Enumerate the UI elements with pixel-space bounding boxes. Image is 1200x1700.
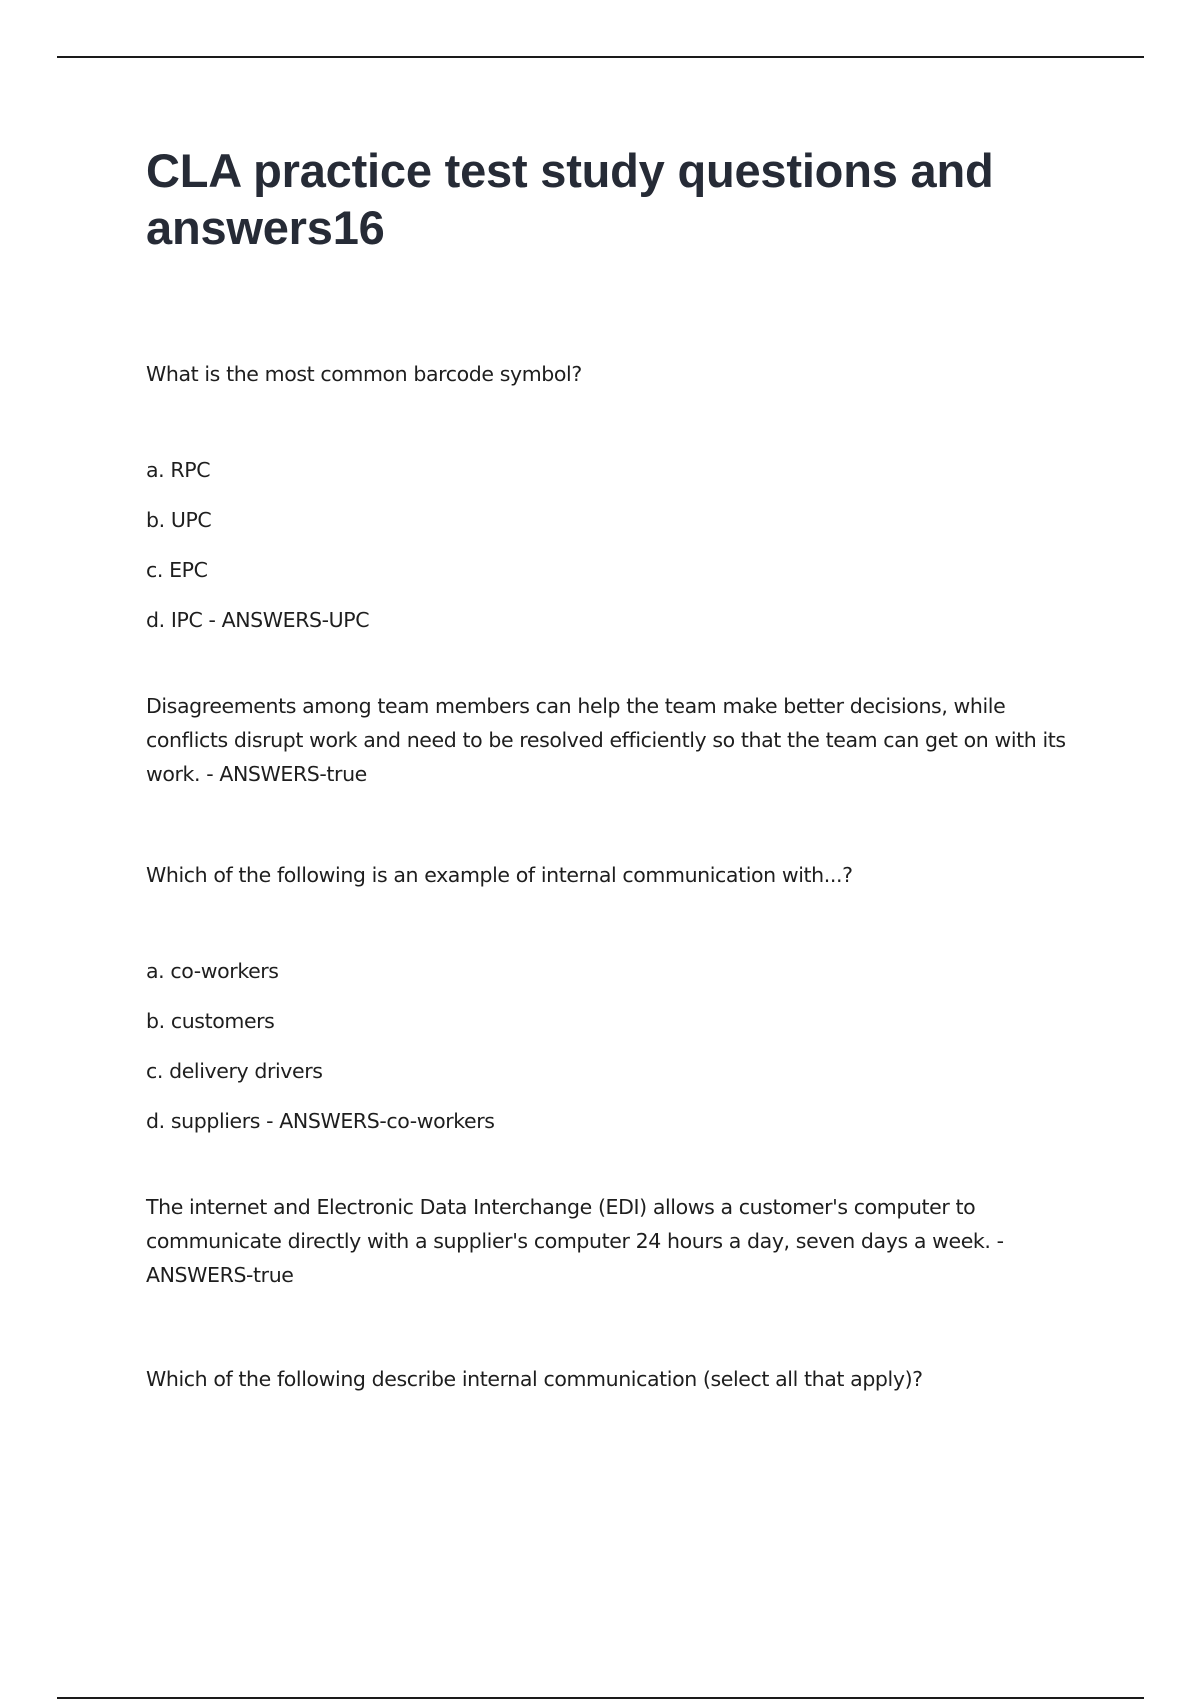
question-3-options [146, 954, 1086, 1138]
statement-2: Disagreements among team members can help the team make better decisions, while conflicts disrupt work and need to be resolved efficiently so that the team can get on with its work. - ANSWERS-true [146, 694, 1066, 786]
top-divider [57, 56, 1144, 58]
statement-4: The internet and Electronic Data Interchange (EDI) allows a customer's computer to communicate directly with a supplier's computer 24 hours a day, seven days a week. - ANSWERS-true [146, 1195, 1004, 1287]
document-body [146, 142, 1086, 1396]
option-a: a. RPC [146, 458, 211, 482]
option-a: a. co-workers [146, 959, 279, 983]
option-c: c. delivery drivers [146, 1059, 323, 1083]
option-d-answer: d. IPC - ANSWERS-UPC [146, 608, 370, 632]
option-d-answer: d. suppliers - ANSWERS-co-workers [146, 1109, 495, 1133]
option-c: c. EPC [146, 558, 208, 582]
question-1-options [146, 453, 1086, 637]
option-b: b. customers [146, 1009, 275, 1033]
bottom-divider [57, 1697, 1144, 1699]
option-b: b. UPC [146, 508, 212, 532]
page-title: CLA practice test study questions and answers16 [146, 144, 994, 254]
question-5: Which of the following describe internal communication (select all that apply)? [146, 1367, 923, 1391]
question-3: Which of the following is an example of internal communication with...? [146, 863, 853, 887]
question-1: What is the most common barcode symbol? [146, 362, 582, 386]
